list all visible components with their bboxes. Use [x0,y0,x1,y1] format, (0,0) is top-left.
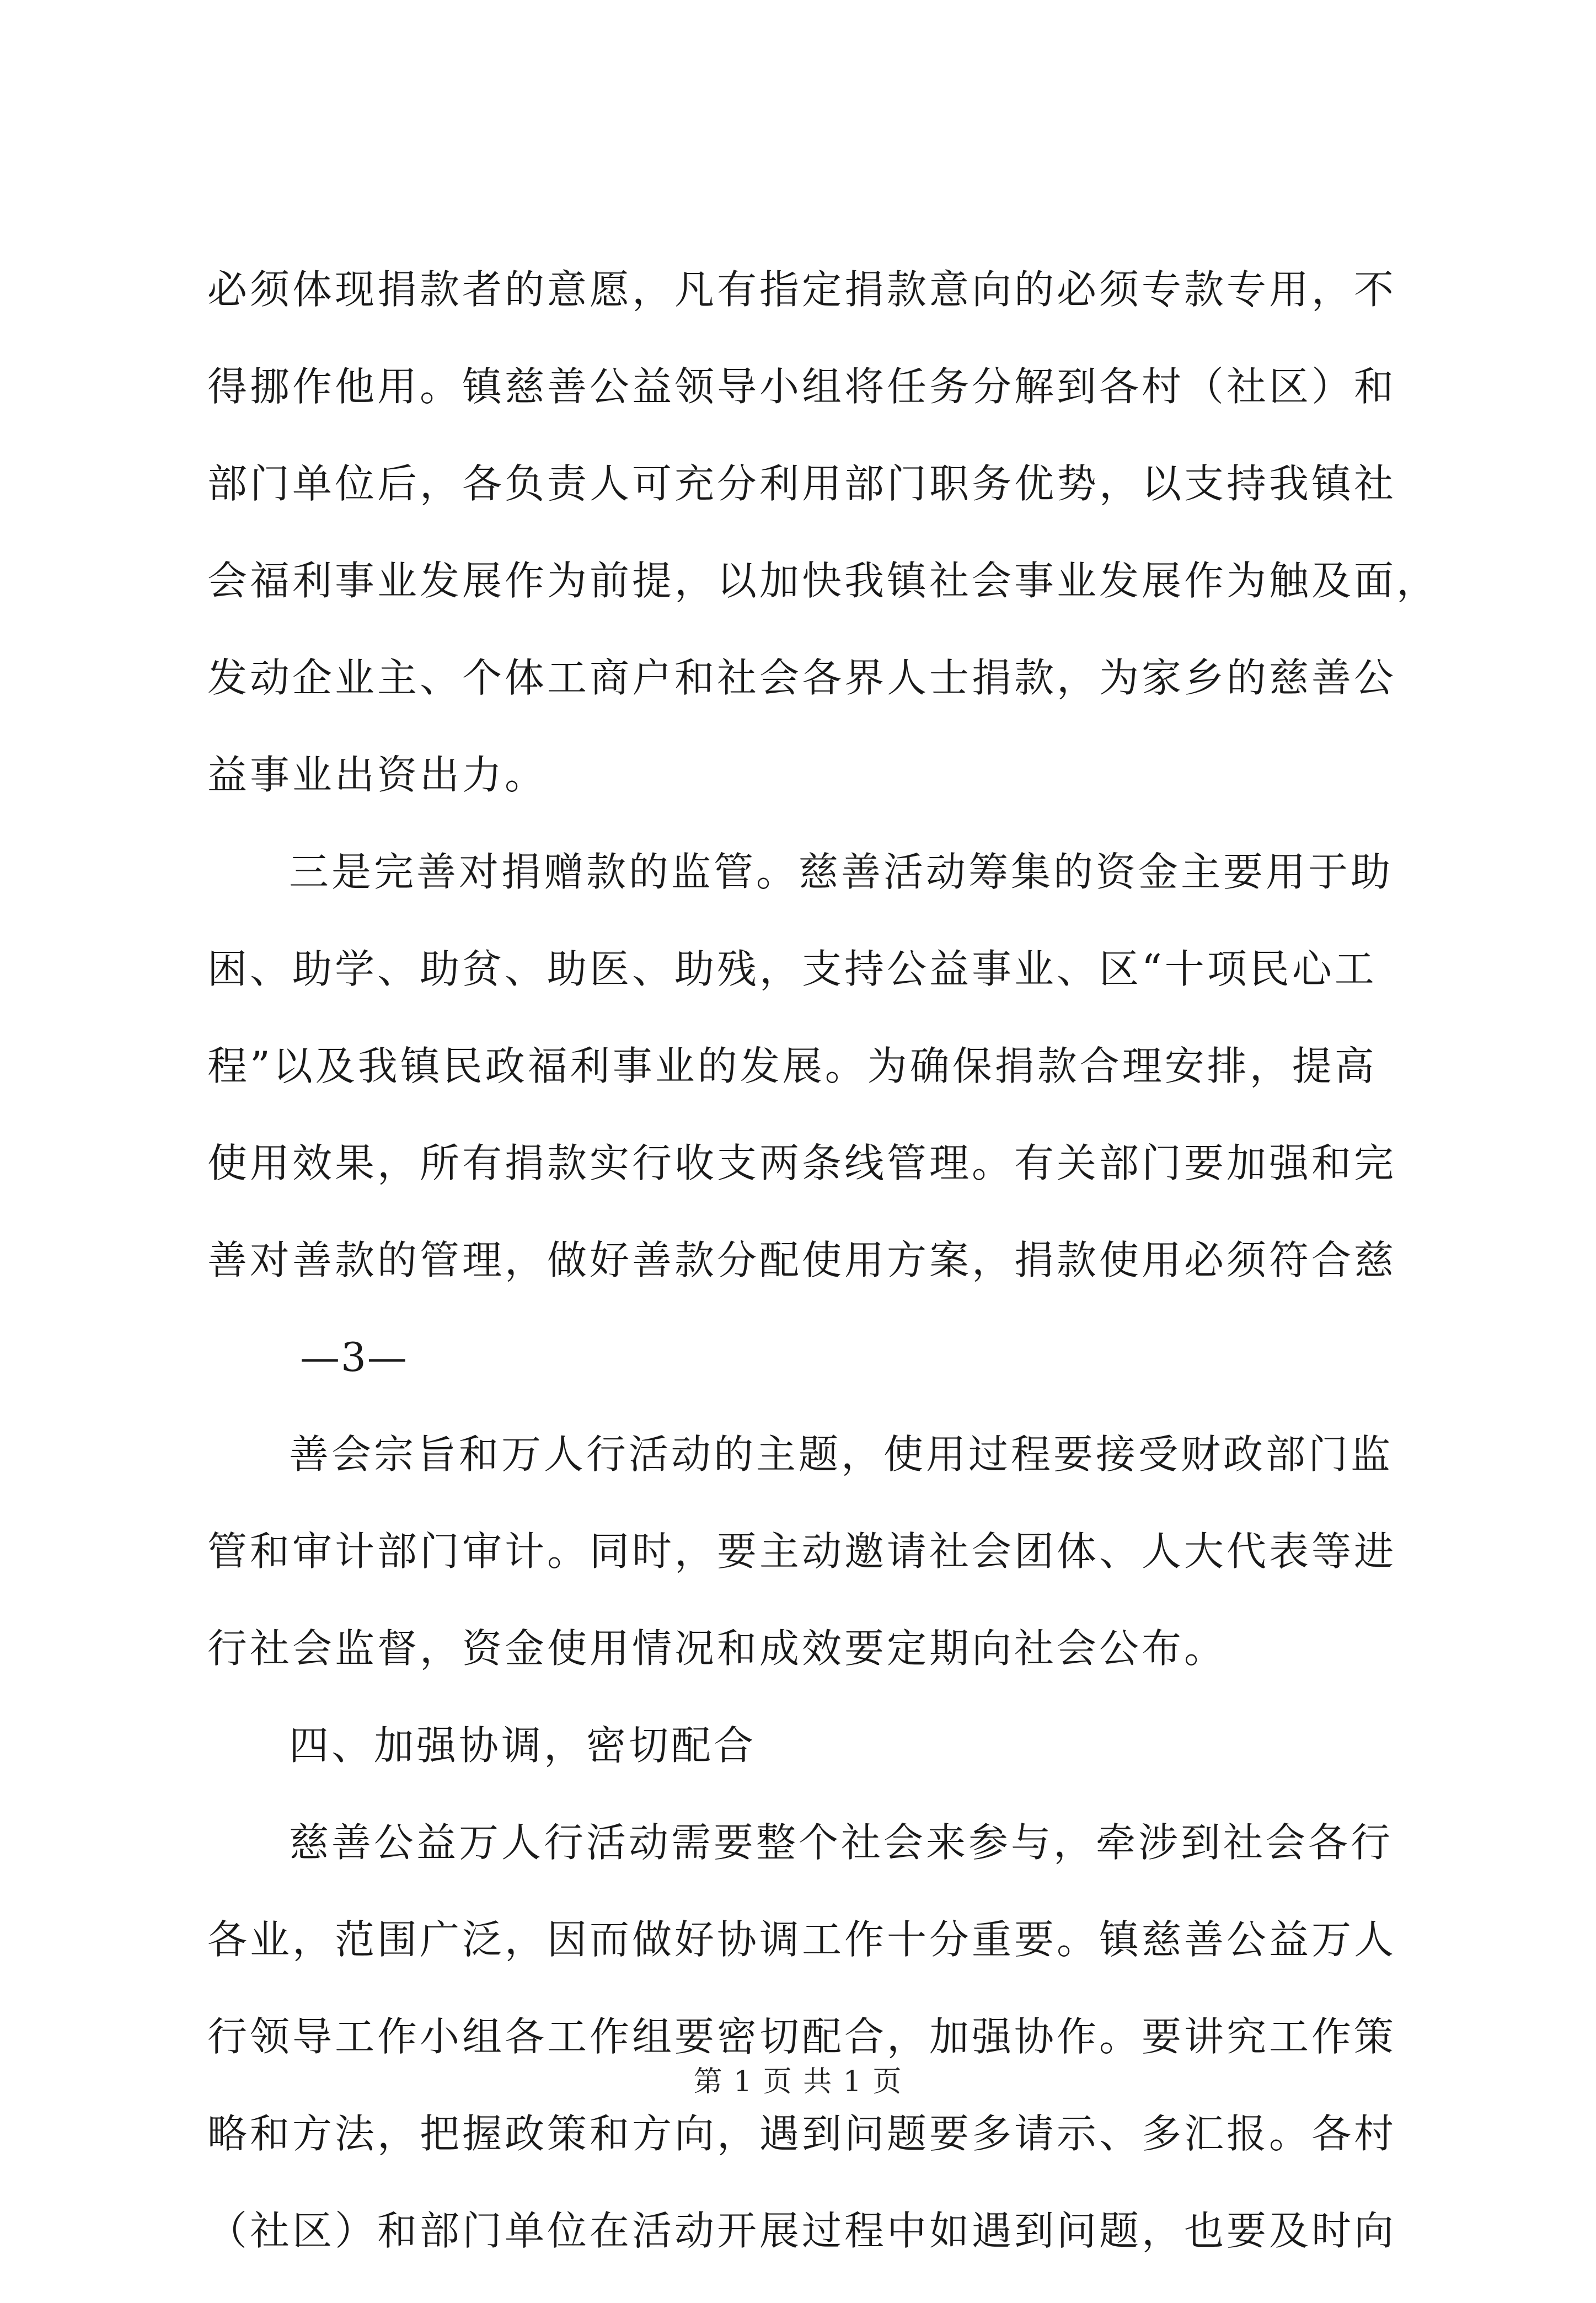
text-line: （社区）和部门单位在活动开展过程中如遇到问题，也要及时向 [207,2208,1397,2254]
text-line: 略和方法，把握政策和方向，遇到问题要多请示、多汇报。各村 [207,2111,1397,2157]
section-heading: 四、加强协调，密切配合 [289,1722,757,1769]
inline-page-number: —3— [300,1334,408,1380]
text-line: 得挪作他用。镇慈善公益领导小组将任务分解到各村（社区）和 [207,363,1397,410]
text-line: 管和审计部门审计。同时，要主动邀请社会团体、人大代表等进 [207,1528,1397,1574]
text-line: 必须体现捐款者的意愿，凡有指定捐款意向的必须专款专用，不 [207,266,1397,313]
text-line: 程”以及我镇民政福利事业的发展。为确保捐款合理安排，提高 [207,1043,1377,1089]
text-line: 善对善款的管理，做好善款分配使用方案，捐款使用必须符合慈 [207,1237,1397,1283]
text-line: 益事业出资出力。 [207,752,548,798]
text-line: 行社会监督，资金使用情况和成效要定期向社会公布。 [207,1625,1227,1672]
text-line: 行领导工作小组各工作组要密切配合，加强协作。要讲究工作策 [207,2013,1397,2060]
text-line: 困、助学、助贫、助医、助残，支持公益事业、区“十项民心工 [207,946,1377,992]
document-body [207,265,1439,2303]
text-line: 使用效果，所有捐款实行收支两条线管理。有关部门要加强和完 [207,1140,1397,1186]
text-line: 发动企业主、个体工商户和社会各界人士捐款，为家乡的慈善公 [207,655,1397,701]
text-line: 会福利事业发展作为前提，以加快我镇社会事业发展作为触及面， [207,558,1439,604]
page-footer: 第 1 页 共 1 页 [693,2065,903,2098]
paragraph-start-line: 慈善公益万人行活动需要整个社会来参与，牵涉到社会各行 [289,1819,1394,1866]
text-line: 各业，范围广泛，因而做好协调工作十分重要。镇慈善公益万人 [207,1916,1397,1963]
paragraph-start-line: 善会宗旨和万人行活动的主题，使用过程要接受财政部门监 [289,1431,1394,1477]
paragraph-start-line: 三是完善对捐赠款的监管。慈善活动筹集的资金主要用于助 [289,849,1394,895]
text-line: 部门单位后，各负责人可充分利用部门职务优势，以支持我镇社 [207,460,1397,507]
